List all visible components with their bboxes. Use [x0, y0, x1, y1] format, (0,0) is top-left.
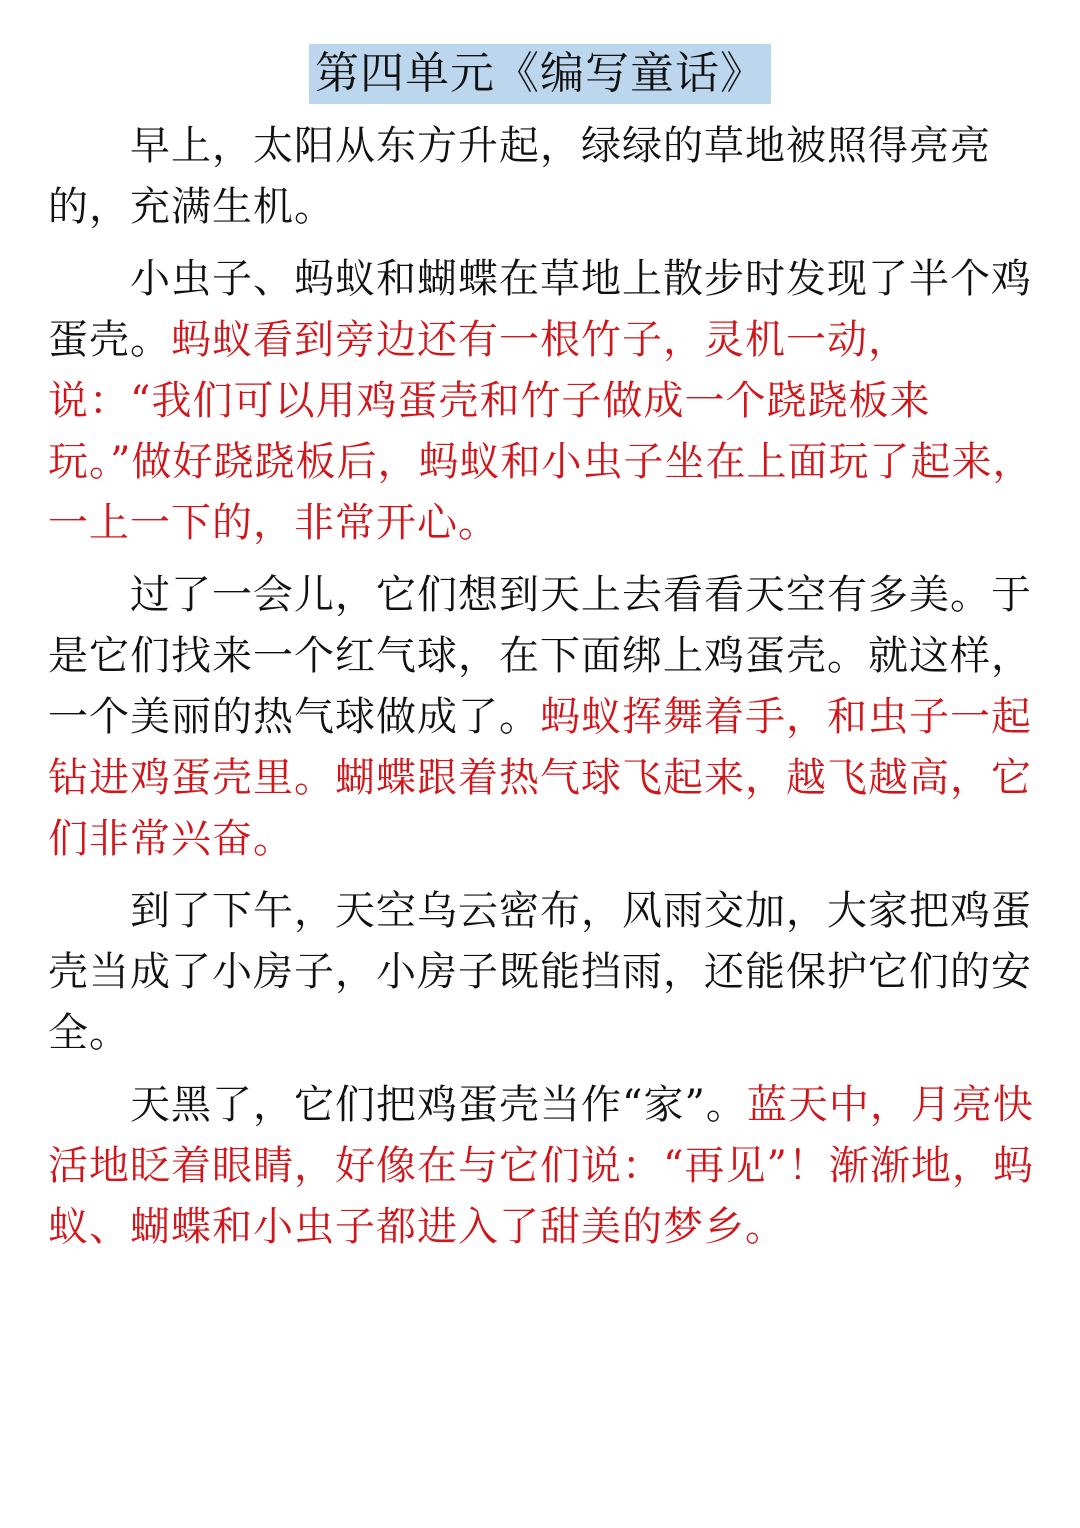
paragraph-5-text: 天黑了，它们把鸡蛋壳当作“家”。	[130, 1082, 747, 1128]
paragraph-4	[48, 881, 1038, 1064]
paragraph-3	[48, 565, 1038, 870]
paragraph-4-text: 到了下午，天空乌云密布，风雨交加，大家把鸡蛋壳当成了小房子，小房子既能挡雨，还能保护它们的安全。	[48, 888, 1032, 1056]
paragraph-2-text: 小虫子、蚂蚁和蝴蝶在草地上散步时发现了半个鸡蛋壳。	[48, 256, 1032, 363]
paragraph-3-highlight: 蚂蚁挥舞着手，和虫子一起钻进鸡蛋壳里。蝴蝶跟着热气球飞起来，越飞越高，它们非常兴奋。	[48, 694, 1032, 862]
paragraph-2-highlight: 蚂蚁看到旁边还有一根竹子，灵机一动，说：“我们可以用鸡蛋壳和竹子做成一个跷跷板来玩。”做好跷跷板后，蚂蚁和小虫子坐在上面玩了起来，一上一下的，非常开心。	[48, 317, 1034, 546]
paragraph-1	[48, 116, 1038, 238]
story-body	[48, 116, 1038, 1269]
title-container	[0, 44, 1080, 104]
paragraph-5-highlight: 蓝天中，月亮快活地眨着眼睛，好像在与它们说：“再见”！渐渐地，蚂蚁、蝴蝶和小虫子都进入了甜美的梦乡。	[48, 1082, 1034, 1250]
paragraph-2	[48, 249, 1038, 554]
paragraph-1-text: 早上，太阳从东方升起，绿绿的草地被照得亮亮的，充满生机。	[48, 123, 991, 230]
paragraph-3-text: 过了一会儿，它们想到天上去看看天空有多美。于是它们找来一个红气球，在下面绑上鸡蛋壳。就这样，一个美丽的热气球做成了。	[48, 572, 1032, 740]
paragraph-5	[48, 1075, 1038, 1258]
page-title: 第四单元《编写童话》	[309, 44, 771, 104]
